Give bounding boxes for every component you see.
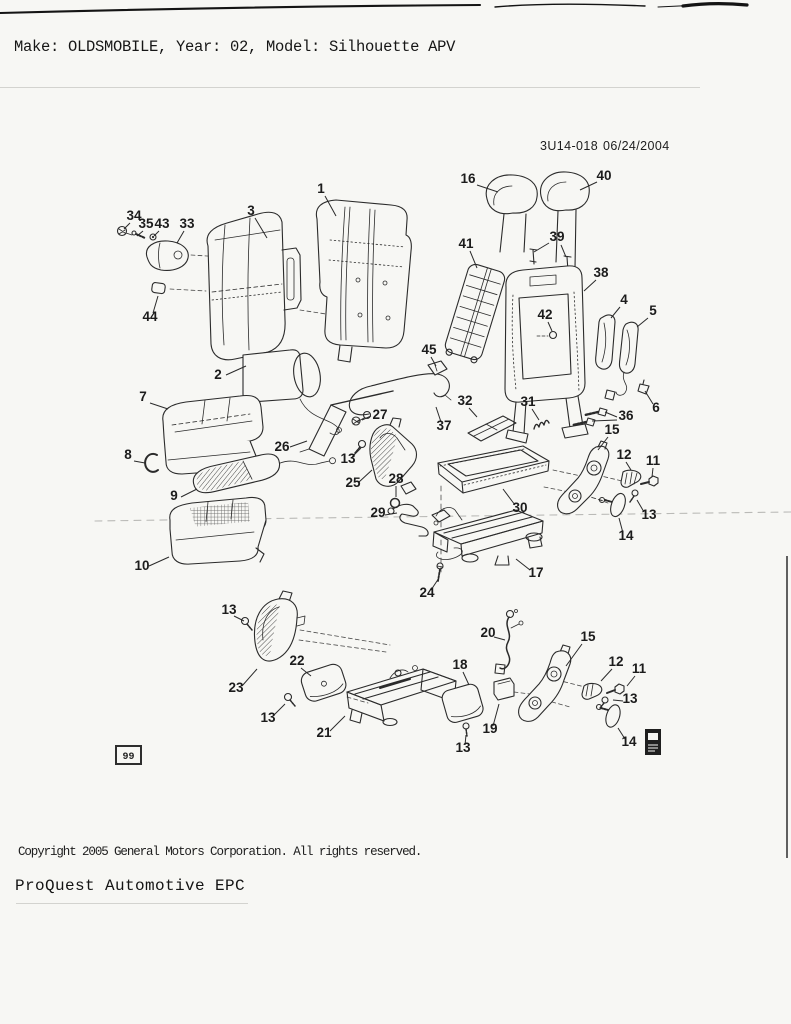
part-handle-12-lower [582,683,602,699]
part-callout-42: 42 [537,307,553,322]
part-screw-13-lower-c [463,723,469,736]
callout-leader-34 [124,223,130,229]
callout-leader-26 [290,441,307,447]
part-callout-32: 32 [457,393,473,408]
part-clip-6 [638,380,649,394]
callout-leader-12 [626,462,631,470]
part-panel-18 [440,682,485,724]
part-bolt-11-upper [641,476,658,486]
callout-leader-9 [181,489,197,497]
part-callout-13: 13 [340,451,356,466]
part-screw-13-lower-b [285,694,296,707]
part-callout-43: 43 [154,216,170,231]
part-callout-6: 6 [652,400,660,415]
part-seat-back-frame-38 [505,266,588,443]
part-wire-harness-20 [495,610,523,675]
figure-date: 06/24/2004 [603,139,670,153]
callout-leader-8 [134,461,145,463]
part-callout-12: 12 [616,447,632,462]
part-callout-17: 17 [528,565,544,580]
callout-leader-23 [242,669,257,686]
callout-leader-10 [149,557,169,566]
part-callout-25: 25 [345,475,361,490]
part-callout-26: 26 [274,439,290,454]
part-callout-3: 3 [247,203,255,218]
part-callout-44: 44 [142,309,158,324]
part-callout-21: 21 [316,725,332,740]
part-screw-13-upper [355,441,366,454]
part-bolt-11-lower [607,684,624,694]
part-callout-13: 13 [455,740,471,755]
part-callout-37: 37 [436,418,452,433]
stamp-icon [645,729,661,755]
part-screw-13-lower-a [242,618,253,631]
page-marker [116,746,141,764]
part-callout-11: 11 [645,453,661,468]
part-callout-11: 11 [631,661,647,676]
callout-leader-31 [532,409,539,420]
part-callout-19: 19 [482,721,498,736]
part-cable-37 [349,361,451,422]
part-handle-12-upper [621,470,641,487]
part-callout-29: 29 [370,505,386,520]
part-bolt-24 [437,563,443,581]
part-seat-back-cover-1 [316,200,411,362]
part-cushion-cover-10 [170,497,266,564]
app-name: ProQuest Automotive EPC [15,877,246,895]
part-callout-2: 2 [214,367,222,382]
part-callout-13: 13 [221,602,237,617]
part-adjuster-21 [347,666,456,726]
part-armrest-33 [146,241,188,271]
part-callout-27: 27 [372,407,388,422]
part-callout-33: 33 [179,216,195,231]
part-bolster-4 [596,315,615,369]
part-callout-14: 14 [618,528,634,543]
part-clip-8 [145,454,158,472]
part-callout-15: 15 [580,629,596,644]
callout-leader-18 [463,672,469,685]
part-headrest-16 [486,175,537,252]
callout-leader-39 [561,245,566,257]
part-callout-22: 22 [289,653,305,668]
part-callout-40: 40 [596,168,612,183]
callout-leader-20 [494,637,505,640]
part-callout-45: 45 [421,342,437,357]
callout-leader-5 [637,318,648,327]
svg-text:99: 99 [122,752,135,763]
callout-leader-21 [330,716,345,731]
callout-leader-32 [469,408,477,417]
part-callout-35: 35 [138,216,154,231]
part-callout-16: 16 [460,171,476,186]
part-callout-7: 7 [139,389,147,404]
callout-leader-33 [177,231,184,243]
callout-leader-29 [385,513,397,515]
part-callout-9: 9 [170,488,178,503]
part-callout-13: 13 [260,710,276,725]
figure-code: 3U14-018 [540,139,599,153]
part-callout-18: 18 [452,657,468,672]
callout-leader-36 [592,420,617,421]
part-callout-38: 38 [593,265,609,280]
part-callout-23: 23 [228,680,244,695]
part-knob-44 [151,282,165,294]
callout-leader-25 [359,470,372,482]
callout-leader-12 [601,669,612,681]
part-bolts-36 [573,408,607,426]
callout-leader-4 [611,307,620,318]
callout-leader-39 [534,243,549,252]
part-shield-23 [254,591,305,661]
part-callout-1: 1 [317,181,325,196]
scan-smudge [16,903,248,904]
part-callout-28: 28 [388,471,404,486]
part-cover-19 [494,678,514,700]
callout-leader-11 [627,676,635,686]
part-callout-15: 15 [604,422,620,437]
part-callout-5: 5 [649,303,657,318]
part-spring-31 [534,420,549,429]
part-callout-13: 13 [622,691,638,706]
part-panel-22 [299,662,348,704]
part-callout-14: 14 [621,734,637,749]
callout-leader-43 [154,231,159,236]
part-callout-10: 10 [134,558,150,573]
part-callout-39: 39 [549,229,565,244]
part-callout-12: 12 [608,654,624,669]
part-callout-13: 13 [641,507,657,522]
part-recliner-cover-15-lower [519,645,571,721]
callout-leader-38 [584,280,596,291]
part-lumbar-grid-41 [443,262,507,364]
vehicle-info: Make: OLDSMOBILE, Year: 02, Model: Silhouette APV [14,38,456,56]
part-callout-34: 34 [126,208,142,223]
part-callout-30: 30 [512,500,528,515]
part-callout-24: 24 [419,585,435,600]
part-callout-36: 36 [618,408,634,423]
copyright-line: Copyright 2005 General Motors Corporation. All rights reserved. [18,845,422,859]
part-callout-4: 4 [620,292,628,307]
part-callout-31: 31 [520,394,536,409]
part-cushion-frame-30 [438,446,549,493]
part-callout-41: 41 [458,236,474,251]
callout-leader-7 [150,403,168,409]
part-callout-8: 8 [124,447,132,462]
part-callout-20: 20 [480,625,496,640]
callout-leader-36 [605,412,617,417]
part-seat-back-cushion-3 [207,212,301,360]
